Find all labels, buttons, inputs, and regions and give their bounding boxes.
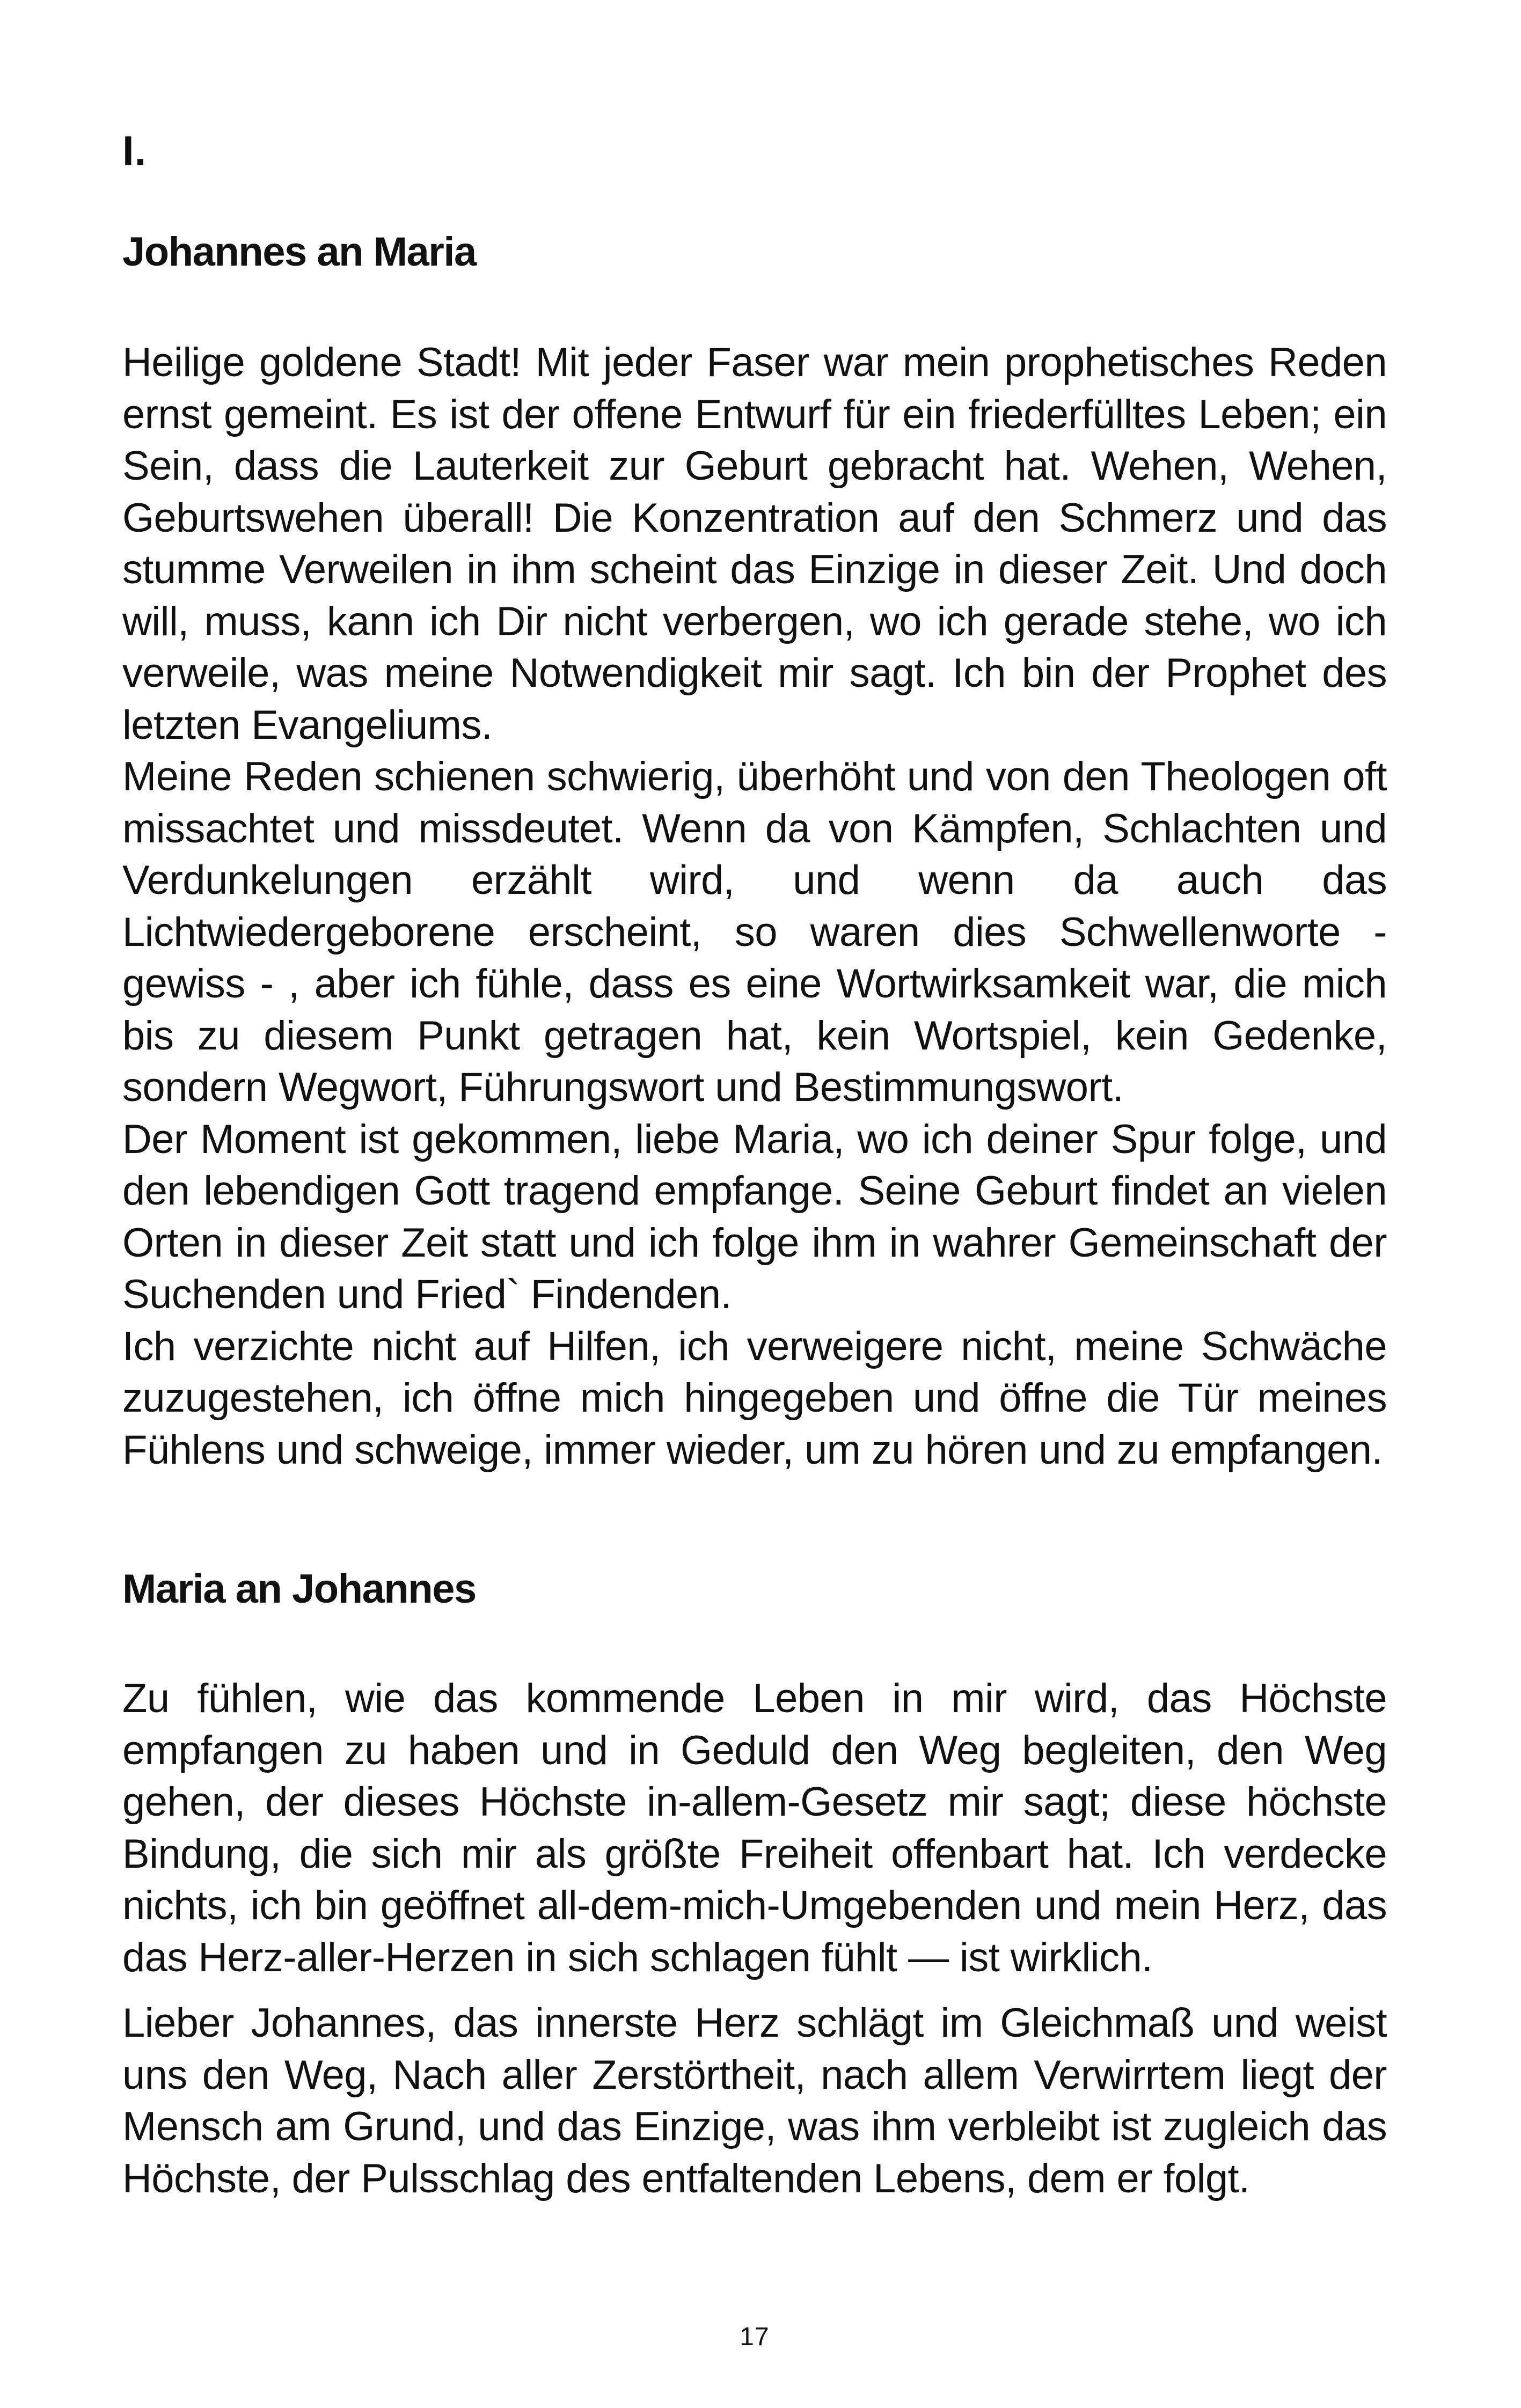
section-body-maria-an-johannes [122, 1673, 1387, 2205]
paragraph: Lieber Johannes, das innerste Herz schlägt im Gleichmaß und weist uns den Weg, Nach aller Zerstörtheit, nach allem Verwirrtem liegt der Mensch am Grund, und das Einzige, was ihm verbleibt ist zugleich das Höchste, der Pulsschlag des entfaltenden Lebens, dem er folgt. [122, 2000, 1387, 2201]
section-heading-johannes-an-maria: Johannes an Maria [122, 229, 476, 275]
paragraph: Zu fühlen, wie das kommende Leben in mir wird, das Höchste empfangen zu haben und in Geduld den Weg begleiten, den Weg gehen, der dieses Höchste in-allem-Gesetz mir sagt; diese höchste Bindung, die sich mir als größte Freiheit offenbart hat. Ich verdecke nichts, ich bin geöffnet all-dem-mich-Umgebenden und mein Herz, das das Herz-aller-Herzen in sich schlagen fühlt — ist wirklich. [122, 1676, 1387, 1980]
book-page [122, 0, 1387, 2408]
paragraph: Meine Reden schienen schwierig, überhöht und von den Theologen oft missachtet und missdeutet. Wenn da von Kämpfen, Schlachten und Verdunkelungen erzählt wird, und wenn da auch das Lichtwiedergeborene erscheint, so waren dies Schwellenworte - gewiss - , aber ich fühle, dass es eine Wortwirksamkeit war, die mich bis zu diesem Punkt getragen hat, kein Wortspiel, kein Gedenke, sondern Wegwort, Führungswort und Bestimmungswort. [122, 754, 1387, 1110]
paragraph: Heilige goldene Stadt! Mit jeder Faser war mein prophetisches Reden ernst gemeint. Es ist der offene Entwurf für ein friederfülltes Leben; ein Sein, dass die Lauterkeit zur Geburt gebracht hat. Wehen, Wehen, Geburtswehen überall! Die Konzentration auf den Schmerz und das stumme Verweilen in ihm scheint das Einzige in dieser Zeit. Und doch will, muss, kann ich Dir nicht verbergen, wo ich gerade stehe, wo ich verweile, was meine Notwendigkeit mir sagt. Ich bin der Prophet des letzten Evangeliums. [122, 340, 1387, 748]
chapter-number: I. [122, 127, 147, 174]
section-body-johannes-an-maria [122, 337, 1387, 1476]
paragraph: Der Moment ist gekommen, liebe Maria, wo ich deiner Spur folge, und den lebendigen Gott tragend empfange. Seine Geburt findet an vielen Orten in dieser Zeit statt und ich folge ihm in wahrer Gemeinschaft der Suchenden und Fried` Findenden. [122, 1116, 1387, 1317]
section-heading-maria-an-johannes: Maria an Johannes [122, 1566, 476, 1612]
paragraph: Ich verzichte nicht auf Hilfen, ich verweigere nicht, meine Schwäche zuzugestehen, ich öffne mich hingegeben und öffne die Tür meines Fühlens und schweige, immer wieder, um zu hören und zu empfangen. [122, 1323, 1387, 1473]
page-number: 17 [740, 2323, 770, 2351]
